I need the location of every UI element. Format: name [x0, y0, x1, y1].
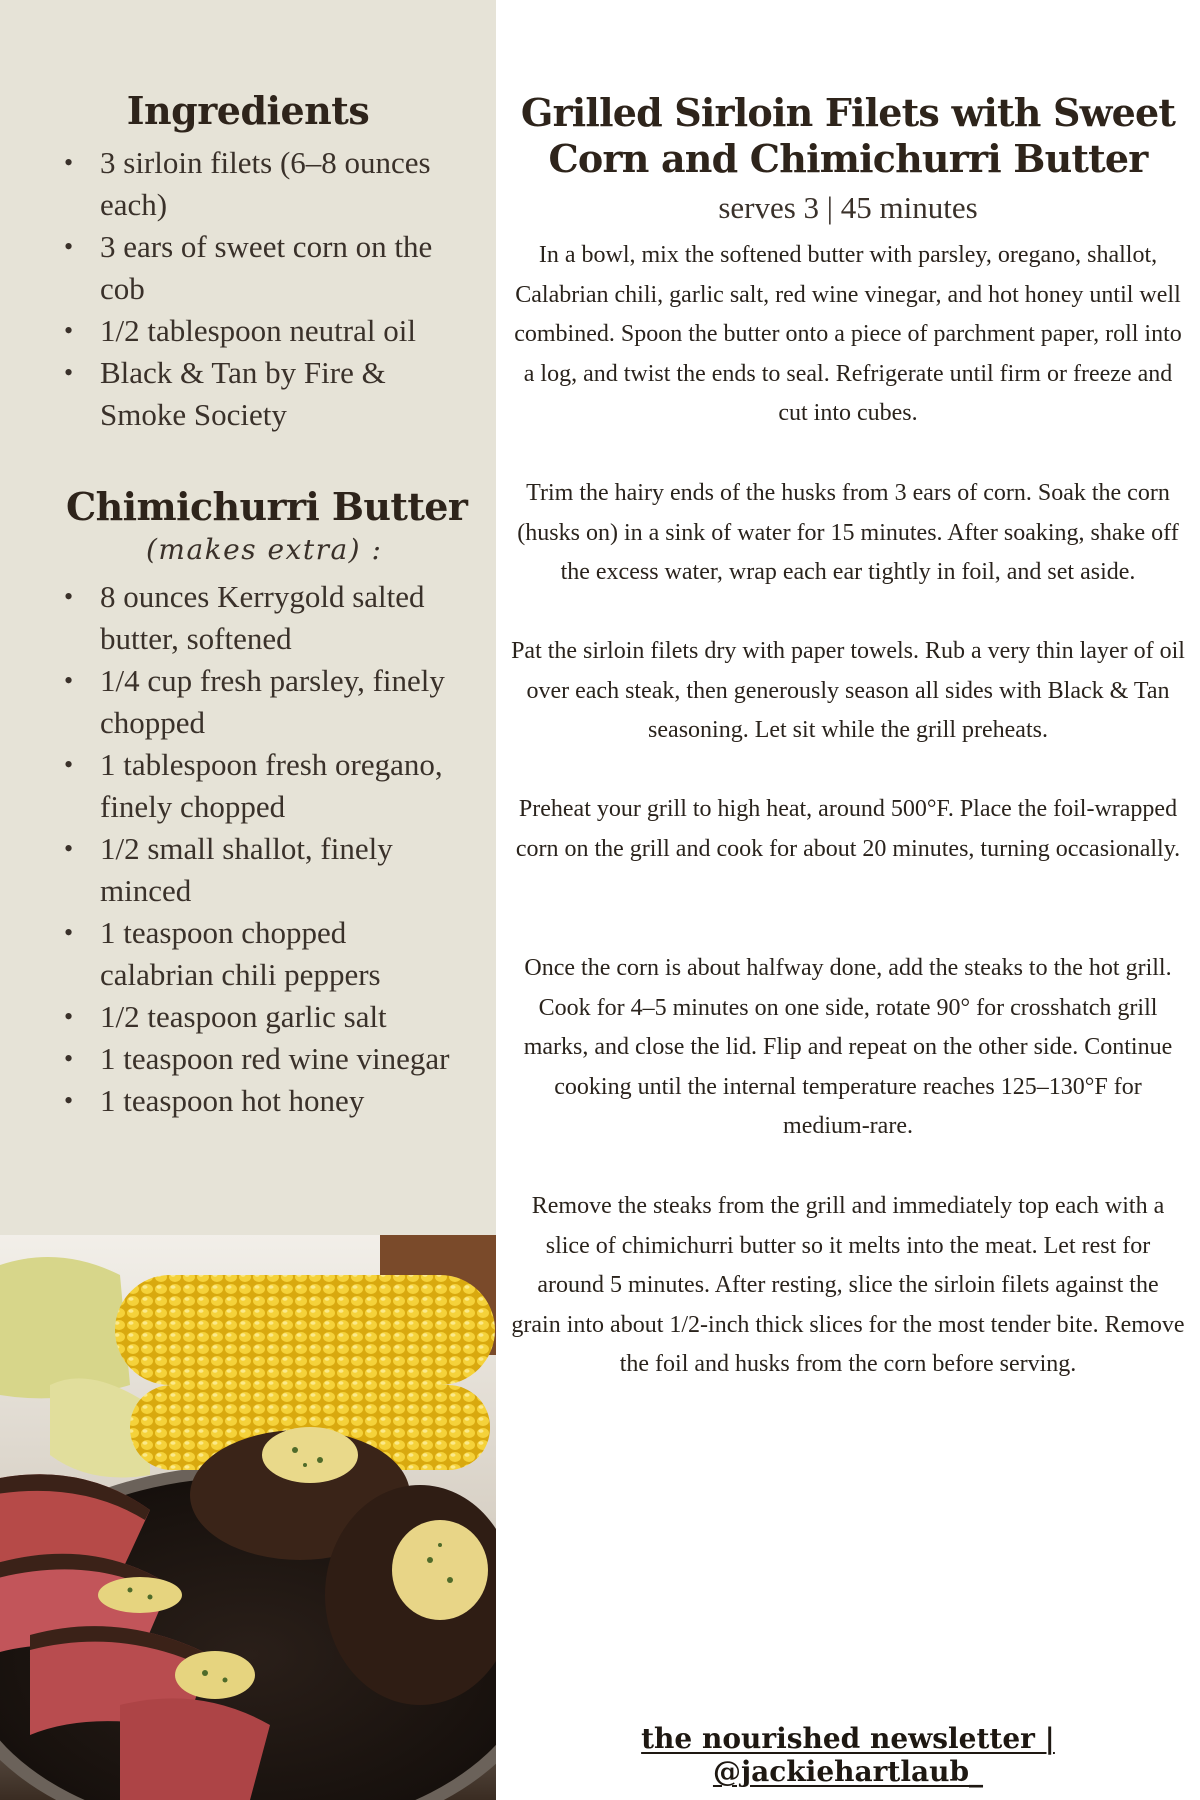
- list-item: • 1 teaspoon red wine vinegar: [64, 1038, 464, 1080]
- instruction-paragraph: Once the corn is about halfway done, add the steaks to the hot grill. Cook for 4–5 minutes on one side, rotate 90° for crosshatch grill marks, and close the lid. Flip and repeat on the other side. Continue cooking until the internal temperature reaches 125–130°F for medium-rare.: [523, 955, 1173, 1140]
- list-item: • 1/2 teaspoon garlic salt: [64, 996, 464, 1038]
- instruction-paragraph: In a bowl, mix the softened butter with parsley, oregano, shallot, Calabrian chili, garlic salt, red wine vinegar, and hot honey until well combined. Spoon the butter onto a piece of parchment paper, roll into a log, and twist the ends to seal. Refrigerate until firm or freeze and cut into cubes.: [514, 242, 1182, 427]
- serves-info: serves 3 | 45 minutes: [718, 190, 978, 225]
- list-item: • 1/2 tablespoon neutral oil: [64, 310, 464, 352]
- steak-corn-photo: [0, 1235, 496, 1800]
- list-item: • Black & Tan by Fire & Smoke Society: [64, 352, 464, 436]
- list-item: • 8 ounces Kerrygold salted butter, softened: [64, 576, 464, 660]
- list-item: • 1 teaspoon hot honey: [64, 1080, 464, 1122]
- list-item: • 1 tablespoon fresh oregano, finely chopped: [64, 744, 464, 828]
- list-item: • 1/2 small shallot, finely minced: [64, 828, 464, 912]
- chimichurri-list: [64, 576, 464, 1122]
- instruction-paragraph: Remove the steaks from the grill and immediately top each with a slice of chimichurri butter so it melts into the meat. Let rest for around 5 minutes. After resting, slice the sirloin filets against the grain into about 1/2-inch thick slices for the most tender bite. Remove the foil and husks from the corn before serving.: [511, 1193, 1185, 1378]
- instruction-paragraph: Pat the sirloin filets dry with paper towels. Rub a very thin layer of oil over each steak, then generously season all sides with Black & Tan seasoning. Let sit while the grill preheats.: [511, 638, 1185, 744]
- chimichurri-heading: Chimichurri Butter: [66, 484, 468, 529]
- ingredients-panel: [0, 0, 496, 1800]
- chimichurri-subheading: (makes extra) :: [146, 533, 383, 566]
- list-item: • 3 ears of sweet corn on the cob: [64, 226, 464, 310]
- instruction-paragraph: Preheat your grill to high heat, around 500°F. Place the foil-wrapped corn on the grill and cook for about 20 minutes, turning occasionally.: [515, 796, 1181, 862]
- list-item: • 1 teaspoon chopped calabrian chili peppers: [64, 912, 464, 996]
- list-item: • 3 sirloin filets (6–8 ounces each): [64, 142, 464, 226]
- ingredients-list: [64, 142, 464, 436]
- newsletter-footer-link[interactable]: the nourished newsletter | @jackiehartlaub_: [641, 1722, 1055, 1788]
- recipe-panel: [496, 0, 1200, 1800]
- recipe-title: Grilled Sirloin Filets with Sweet Corn and Chimichurri Butter: [520, 90, 1176, 181]
- ingredients-heading: Ingredients: [126, 88, 370, 133]
- instruction-paragraph: Trim the hairy ends of the husks from 3 ears of corn. Soak the corn (husks on) in a sink of water for 15 minutes. After soaking, shake off the excess water, wrap each ear tightly in foil, and set aside.: [517, 480, 1179, 586]
- list-item: • 1/4 cup fresh parsley, finely chopped: [64, 660, 464, 744]
